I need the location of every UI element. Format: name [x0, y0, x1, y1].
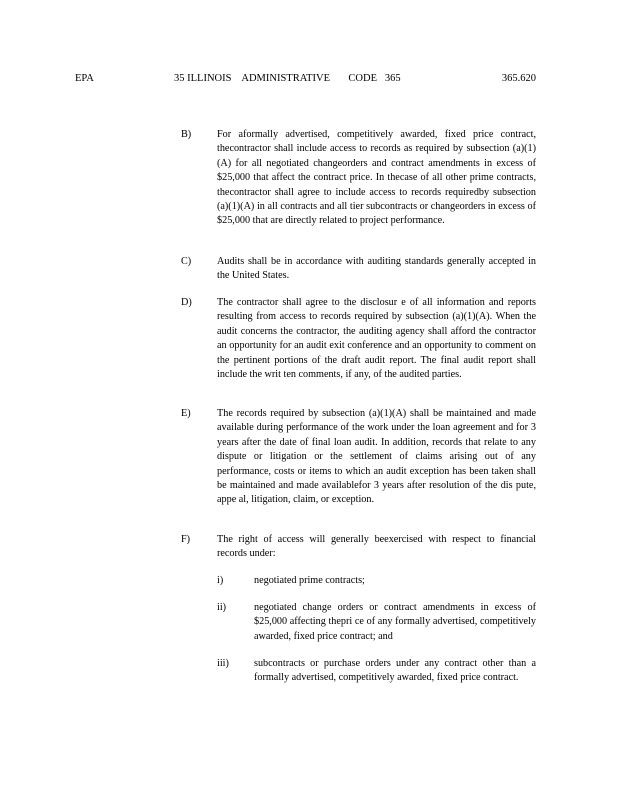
header-section-number: 365.620	[501, 73, 536, 84]
paragraph-label: D)	[181, 297, 192, 308]
subparagraph-iii	[217, 657, 536, 686]
paragraph-b	[181, 128, 536, 229]
page-header	[0, 72, 618, 87]
paragraph-label: C)	[181, 256, 192, 267]
subparagraph-label: ii)	[217, 602, 227, 613]
paragraph-text: For aformally advertised, competitively awarded, fixed price contract, thecontractor shall include access to records as required by subsection (a)(1)(A) for all negotiated changeorders and contract amendments in excess of $25,000 that affect the contract price. In thecase of all other prime contracts, thecontractor shall agree to include access to records requiredby subsection (a)(1)(A) in all contracts and all tier subcontracts or changeorders in excess of $25,000 that are directly related to project performance.	[217, 129, 536, 227]
subparagraph-label: iii)	[217, 658, 229, 669]
paragraph-text: The right of access will generally beexercised with respect to financial records under:	[217, 534, 536, 560]
subparagraph-ii	[217, 601, 536, 644]
subparagraph-text: subcontracts or purchase orders under any contract other than a formally advertised, competitively awarded, fixed price contract.	[254, 658, 536, 684]
subparagraph-i	[217, 574, 536, 588]
paragraph-c	[181, 255, 536, 284]
header-code-title: 35 ILLINOIS ADMINISTRATIVE CODE 365	[174, 73, 401, 84]
paragraph-e	[181, 407, 536, 508]
paragraph-f	[181, 533, 536, 562]
subparagraph-text: negotiated prime contracts;	[254, 575, 365, 586]
subparagraph-label: i)	[217, 575, 224, 586]
paragraph-label: B)	[181, 129, 192, 140]
subparagraph-text: negotiated change orders or contract amendments in excess of $25,000 affecting thepri ce of any formally advertised, competitively awarded, fixed price contract; and	[254, 602, 536, 642]
paragraph-d	[181, 296, 536, 382]
paragraph-text: Audits shall be in accordance with auditing standards generally accepted in the United States.	[217, 256, 536, 282]
paragraph-text: The records required by subsection (a)(1)(A) shall be maintained and made available during performance of the work under the loan agreement and for 3 years after the date of final loan audit. In addition, records that relate to any dispute or litigation or the settlement of claims arising out of any performance, costs or items to which an audit exception has been taken shall be maintained and made availablefor 3 years after resolution of the dis pute, appe al, litigation, claim, or exception.	[217, 408, 536, 506]
paragraph-label: E)	[181, 408, 191, 419]
paragraph-text: The contractor shall agree to the disclosur e of all information and reports resulting from access to records required by subsection (a)(1)(A). When the audit concerns the contractor, the auditing agency shall afford the contractor an opportunity for an audit exit conference and an opportunity to comment on the pertinent portions of the draft audit report. The final audit report shall include the writ ten comments, if any, of the audited parties.	[217, 297, 536, 381]
paragraph-label: F)	[181, 534, 191, 545]
header-agency: EPA	[75, 73, 94, 84]
